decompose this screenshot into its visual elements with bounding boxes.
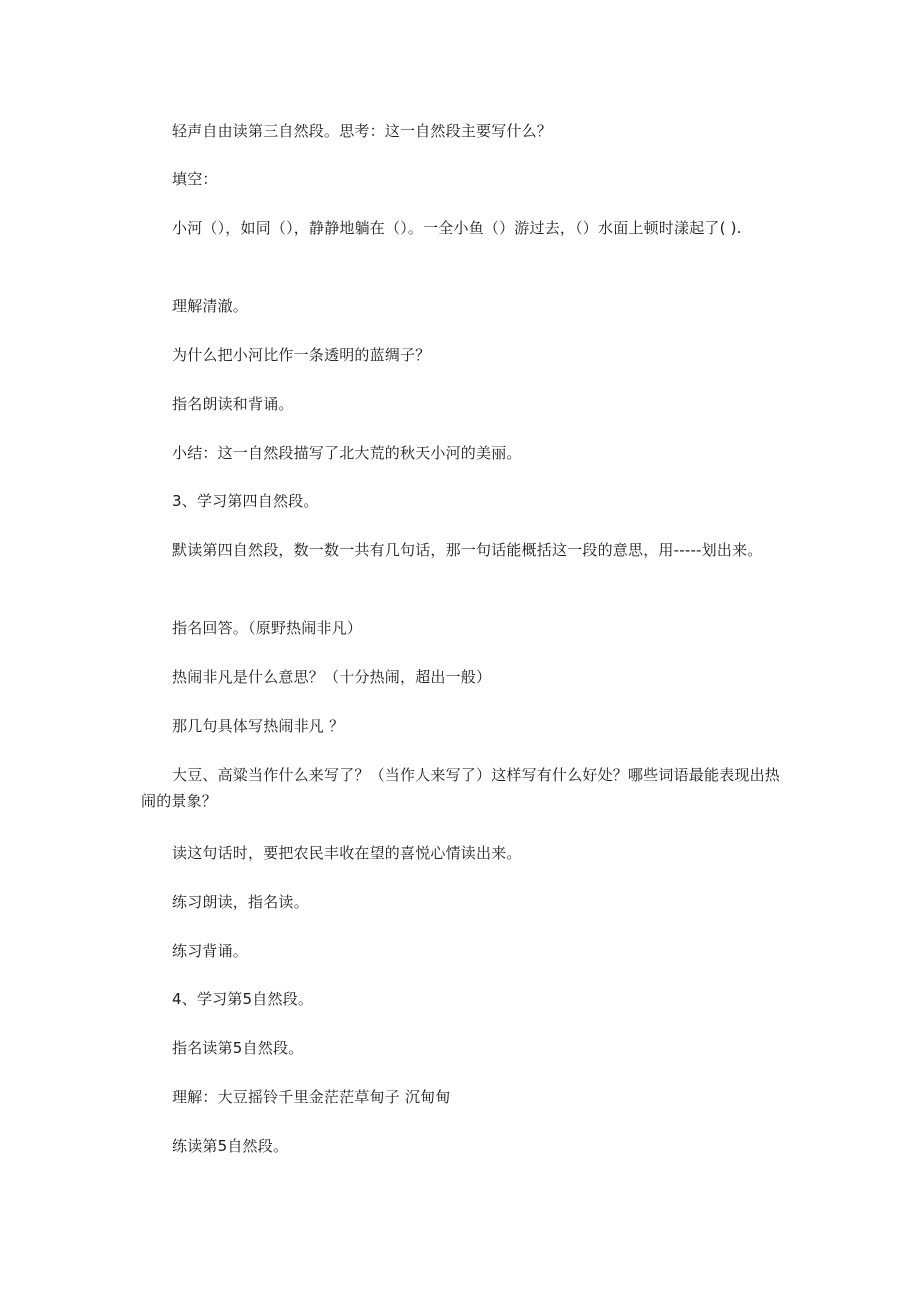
paragraph-19: 理解：大豆摇铃千里金茫茫草甸子 沉甸甸: [172, 1088, 451, 1106]
paragraph-2: 填空：: [172, 170, 218, 188]
paragraph-20: 练读第5自然段。: [172, 1137, 289, 1155]
paragraph-10: 指名回答。（原野热闹非凡）: [172, 619, 363, 637]
paragraph-17: 4、学习第5自然段。: [172, 990, 314, 1008]
paragraph-14: 读这句话时，要把农民丰收在望的喜悦心情读出来。: [172, 844, 522, 862]
paragraph-9: 默读第四自然段，数一数一共有几句话，那一句话能概括这一段的意思，用-----划出来。: [172, 541, 763, 559]
paragraph-5: 为什么把小河比作一条透明的蓝绸子？: [172, 346, 431, 364]
paragraph-13: 大豆、高粱当作什么来写了？（当作人来写了）这样写有什么好处？哪些词语最能表现出热闹的景象？: [141, 766, 781, 810]
paragraph-11: 热闹非凡是什么意思？（十分热闹，超出一般）: [172, 668, 492, 686]
paragraph-7: 小结：这一自然段描写了北大荒的秋天小河的美丽。: [172, 444, 522, 462]
paragraph-3: 小河（），如同（），静静地躺在（）。一全小鱼（）游过去，（）水面上顿时漾起了( ).: [172, 219, 742, 237]
paragraph-6: 指名朗读和背诵。: [172, 395, 294, 413]
paragraph-15: 练习朗读，指名读。: [172, 893, 309, 911]
paragraph-4: 理解清澈。: [172, 297, 249, 315]
paragraph-8: 3、学习第四自然段。: [172, 492, 319, 510]
paragraph-12: 那几句具体写热闹非凡 ？: [172, 717, 345, 735]
paragraph-1: 轻声自由读第三自然段。思考：这一自然段主要写什么？: [172, 122, 553, 140]
paragraph-18: 指名读第5自然段。: [172, 1039, 304, 1057]
paragraph-16: 练习背诵。: [172, 942, 249, 960]
